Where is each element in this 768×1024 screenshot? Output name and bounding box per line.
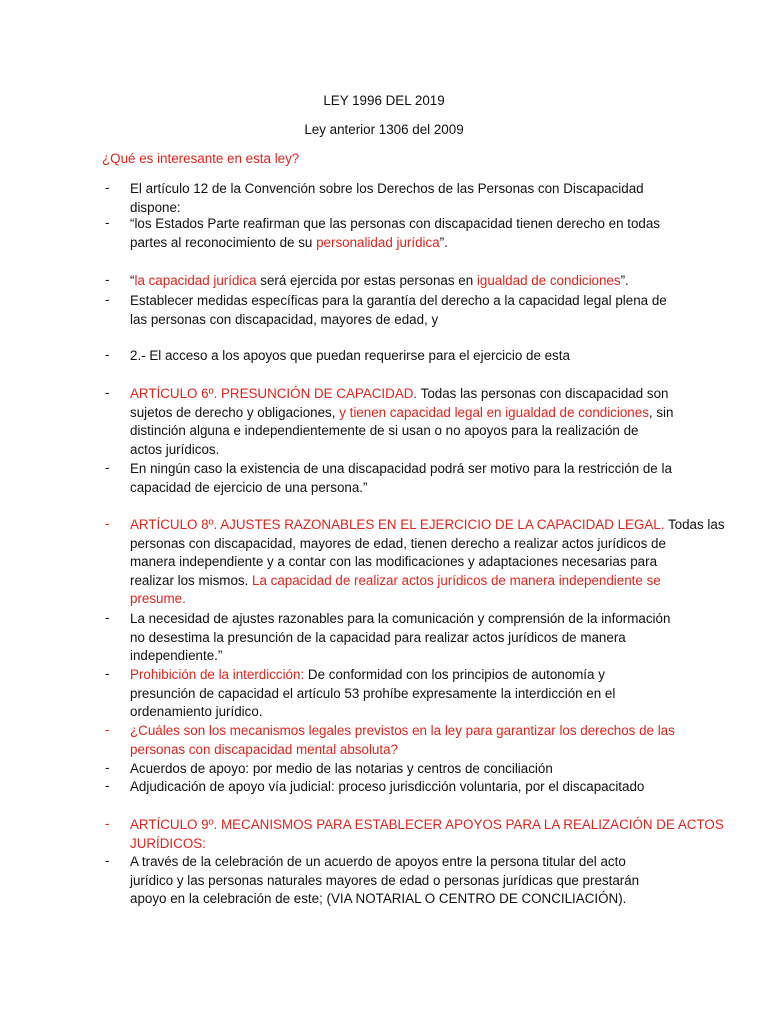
text-segment: Acuerdos de apoyo: por medio de las notarias y centros de conciliación (130, 761, 553, 776)
text-line (130, 610, 670, 629)
text-line (130, 535, 670, 554)
highlighted-text: ARTÍCULO 8º. AJUSTES RAZONABLES EN EL EJERCICIO DE LA CAPACIDAD LEGAL. (130, 517, 665, 532)
text-segment: será ejercida por estas personas en (256, 273, 477, 288)
text-segment: A través de la celebración de un acuerdo de apoyos entre la persona titular del acto (130, 854, 626, 869)
bullet-dash: - (105, 272, 110, 287)
text-line (130, 685, 670, 704)
list-item (105, 610, 671, 666)
text-segment: “los Estados Parte reafirman que las personas con discapacidad tienen derecho en todas (130, 216, 660, 231)
bullet-dash: - (105, 516, 110, 531)
list-item (105, 516, 725, 609)
list-item (105, 272, 670, 291)
list-item (105, 347, 670, 366)
bullet-dash: - (105, 215, 110, 230)
highlighted-text: JURÍDICOS: (130, 835, 206, 851)
text-line (130, 741, 670, 760)
text-line (130, 853, 670, 872)
highlighted-text: personas con discapacidad mental absoluta? (130, 741, 398, 757)
text-line (130, 629, 670, 648)
text-line (130, 180, 670, 199)
list-item (105, 722, 675, 759)
highlighted-text: y tienen capacidad legal en igualdad de condiciones (339, 404, 649, 420)
text-line (130, 422, 670, 441)
text-segment: distinción alguna e independientemente de si usan o no apoyos para la realización de (130, 423, 639, 439)
highlighted-text: igualdad de condiciones (476, 273, 621, 288)
text-segment: Adjudicación de apoyo vía judicial: proceso jurisdicción voluntaria, por el discapacitado (130, 779, 645, 794)
text-segment: capacidad de ejercicio de una persona.” (130, 479, 368, 495)
bullet-dash: - (105, 853, 110, 868)
bullet-dash: - (105, 460, 110, 475)
bullet-dash: - (105, 180, 110, 195)
text-segment: realizar los mismos. (130, 572, 253, 588)
bullet-dash: - (105, 722, 110, 737)
text-segment: “ (130, 273, 135, 288)
text-segment: presunción de capacidad el artículo 53 prohíbe expresamente la interdicción en el (130, 685, 616, 701)
list-item (105, 760, 670, 779)
text-line (130, 404, 674, 423)
text-line (130, 347, 670, 366)
text-line (130, 272, 670, 291)
highlighted-text: ARTÍCULO 6º. PRESUNCIÓN DE CAPACIDAD. (130, 386, 418, 401)
text-segment: , sin (648, 404, 674, 420)
text-segment: La necesidad de ajustes razonables para la comunicación y comprensión de la información (130, 611, 671, 626)
text-line (130, 553, 670, 572)
text-line (130, 703, 670, 722)
document-subtitle: Ley anterior 1306 del 2009 (304, 122, 464, 137)
text-line (130, 778, 670, 797)
text-segment: En ningún caso la existencia de una discapacidad podrá ser motivo para la restricción de la (130, 461, 672, 476)
bullet-dash: - (105, 816, 110, 831)
text-segment: personas con discapacidad, mayores de edad, tienen derecho a realizar actos jurídicos de (130, 535, 666, 551)
text-segment: las personas con discapacidad, mayores de edad, y (130, 311, 439, 327)
text-line (130, 385, 670, 404)
text-segment: ordenamiento jurídico. (130, 704, 263, 720)
text-segment: jurídico y las personas naturales mayores de edad o personas jurídicas que prestarán (130, 872, 640, 888)
list-item (105, 778, 670, 797)
text-line (130, 572, 670, 591)
text-line (130, 311, 670, 330)
bullet-dash: - (105, 385, 110, 400)
text-line (130, 516, 725, 535)
text-line (130, 460, 670, 479)
highlighted-text: La capacidad de realizar actos jurídicos de manera independiente se (252, 572, 661, 588)
highlighted-text: ¿Cuáles son los mecanismos legales previstos en la ley para garantizar los derechos de las (130, 723, 675, 738)
text-line (130, 441, 670, 460)
text-line (130, 666, 670, 685)
text-segment: dispone: (130, 199, 181, 215)
text-segment: no desestima la presunción de la capacidad para realizar actos jurídicos de manera (130, 629, 626, 645)
text-line (130, 292, 670, 311)
highlighted-text: personalidad jurídica (316, 234, 440, 250)
highlighted-text: la capacidad jurídica (134, 273, 257, 288)
text-line (130, 234, 670, 253)
text-line (130, 215, 670, 234)
text-line (130, 479, 670, 498)
list-item (105, 215, 670, 252)
text-segment: Establecer medidas específicas para la garantía del derecho a la capacidad legal plena de (130, 293, 667, 308)
list-item (105, 292, 670, 329)
list-item (105, 180, 670, 217)
highlighted-text: ARTÍCULO 9º. MECANISMOS PARA ESTABLECER APOYOS PARA LA REALIZACIÓN DE ACTOS (130, 817, 724, 832)
text-segment: sujetos de derecho y obligaciones, (130, 404, 340, 420)
text-segment: ”. (439, 234, 448, 250)
bullet-dash: - (105, 347, 110, 362)
text-segment: actos jurídicos. (130, 441, 220, 457)
list-item (105, 666, 670, 722)
list-item (105, 460, 672, 497)
text-line (130, 816, 724, 835)
document-title: LEY 1996 DEL 2019 (323, 93, 445, 108)
text-segment: apoyo en la celebración de este; (VIA NOTARIAL O CENTRO DE CONCILIACIÓN). (130, 891, 627, 907)
text-segment: ”. (620, 273, 629, 288)
text-line (130, 872, 670, 891)
bullet-dash: - (105, 610, 110, 625)
text-line (130, 890, 670, 909)
text-line (130, 722, 675, 741)
list-item (105, 853, 670, 909)
text-segment: 2.- El acceso a los apoyos que puedan requerirse para el ejercicio de esta (130, 348, 570, 363)
list-item (105, 385, 674, 459)
text-line (130, 647, 670, 666)
intro-question: ¿Qué es interesante en esta ley? (102, 151, 300, 166)
text-line (130, 590, 670, 609)
text-segment: independiente.” (130, 648, 223, 664)
text-segment: manera independiente y a contar con las modificaciones y adaptaciones necesarias para (130, 554, 658, 570)
text-line (130, 760, 670, 779)
bullet-dash: - (105, 292, 110, 307)
text-segment: Todas las personas con discapacidad son (417, 386, 669, 401)
text-segment: Todas las (664, 517, 725, 532)
text-line (130, 835, 670, 854)
text-segment: El artículo 12 de la Convención sobre los Derechos de las Personas con Discapacidad (130, 181, 644, 196)
bullet-dash: - (105, 666, 110, 681)
highlighted-text: presume. (130, 591, 186, 607)
text-segment: partes al reconocimiento de su (130, 234, 317, 250)
highlighted-text: Prohibición de la interdicción: (130, 667, 305, 682)
bullet-dash: - (105, 760, 110, 775)
bullet-dash: - (105, 778, 110, 793)
list-item (105, 816, 724, 853)
text-segment: De conformidad con los principios de autonomía y (304, 667, 605, 682)
